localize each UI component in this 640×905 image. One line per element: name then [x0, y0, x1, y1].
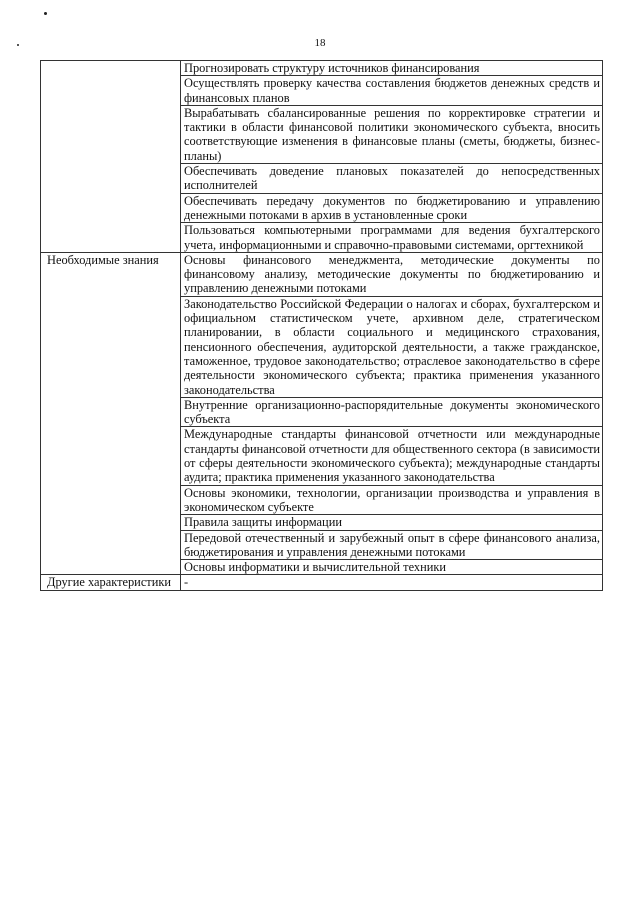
specification-table: [40, 60, 603, 591]
page-number: 18: [314, 37, 326, 49]
section-label: [41, 61, 181, 253]
table-cell: -: [181, 575, 603, 590]
table-cell: Основы информатики и вычислительной техники: [181, 560, 603, 575]
table-row: [41, 61, 603, 76]
table-cell: Вырабатывать сбалансированные решения по корректировке стратегии и тактики в области финансовой политики экономического субъекта, вносить соответствующие изменения в финансовые планы (сметы, бюджеты, бизнес-планы): [181, 105, 603, 163]
scan-speck: [44, 12, 47, 15]
table-cell: Обеспечивать доведение плановых показателей до непосредственных исполнителей: [181, 164, 603, 194]
table-cell: Обеспечивать передачу документов по бюджетированию и управлению денежными потоками в архив в установленные сроки: [181, 193, 603, 223]
table-cell: Основы финансового менеджмента, методические документы по финансовому анализу, методические документы по бюджетированию и управлению денежными потоками: [181, 252, 603, 296]
table-cell: Основы экономики, технологии, организации производства и управления в экономическом субъекте: [181, 485, 603, 515]
table-cell: Законодательство Российской Федерации о налогах и сборах, бухгалтерском и официальном статистическом учете, архивном деле, стратегическом планировании, в области социального и медицинского страхования, пенсионного обеспечения, аудиторской деятельности, а также гражданское, таможенное, трудовое законодательство; отраслевое законодательство в сфере деятельности экономического субъекта; практика применения указанного законодательства: [181, 296, 603, 397]
table-body: [41, 61, 603, 591]
table-cell: Международные стандарты финансовой отчетности или международные стандарты финансовой отчетности для общественного сектора (в зависимости от сферы деятельности экономического субъекта); международные стандарты аудита; практика применения указанного законодательства: [181, 427, 603, 485]
table-cell: Осуществлять проверку качества составления бюджетов денежных средств и финансовых планов: [181, 76, 603, 106]
table-cell: Правила защиты информации: [181, 515, 603, 530]
table-cell: Пользоваться компьютерными программами для ведения бухгалтерского учета, информационными и справочно-правовыми системами, оргтехникой: [181, 223, 603, 253]
table-cell: Внутренние организационно-распорядительные документы экономического субъекта: [181, 397, 603, 427]
section-label: Необходимые знания: [41, 252, 181, 575]
table-cell: Прогнозировать структуру источников финансирования: [181, 61, 603, 76]
table-row: [41, 252, 603, 296]
section-label: Другие характеристики: [41, 575, 181, 590]
table-cell: Передовой отечественный и зарубежный опыт в сфере финансового анализа, бюджетирования и управления денежными потоками: [181, 530, 603, 560]
table-row: [41, 575, 603, 590]
